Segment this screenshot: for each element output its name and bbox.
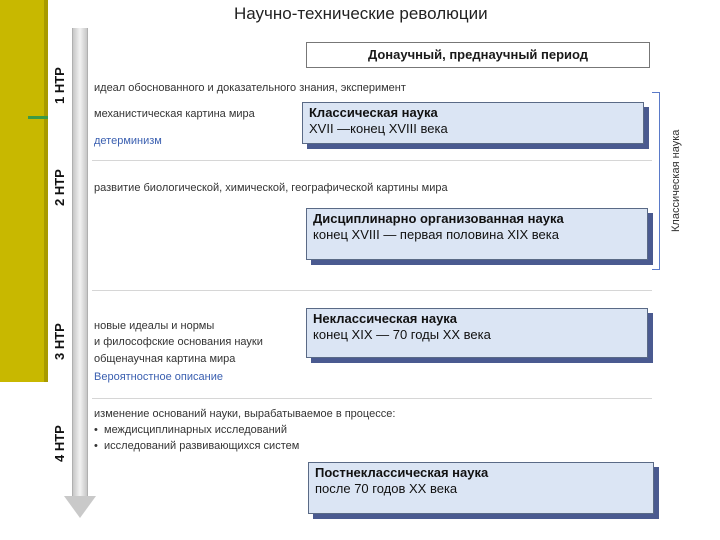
- bullet-dot: •: [94, 424, 98, 436]
- ntr-label-1: 1 НТР: [52, 67, 67, 104]
- section3-highlight: Вероятностное описание: [94, 371, 223, 383]
- timeline-arrow-shaft: [72, 28, 88, 496]
- page-title: Научно-технические революции: [234, 4, 488, 23]
- era-box-postnonclassical: [308, 462, 654, 514]
- classical-science-bracket-label: Классическая наука: [670, 129, 682, 232]
- ntr-label-2: 2 НТР: [52, 169, 67, 206]
- section4-bullet-2: [94, 440, 299, 452]
- ntr-label-4: 4 НТР: [52, 425, 67, 462]
- timeline-arrow-head: [64, 496, 96, 518]
- separator-2: [92, 290, 652, 291]
- section1-line-1: идеал обоснованного и доказательного знания, эксперимент: [94, 82, 406, 94]
- section4-bullet-1: [94, 424, 287, 436]
- era-box-subtitle: конец XIX — 70 годы XX века: [313, 327, 491, 342]
- separator-1: [92, 160, 652, 161]
- era-box-title: Классическая наука: [309, 105, 438, 120]
- accent-tick: [28, 116, 48, 119]
- section4-bullet-2-text: исследований развивающихся систем: [104, 440, 300, 452]
- section4-intro: изменение оснований науки, вырабатываемое в процессе:: [94, 408, 396, 420]
- section2-line-1: развитие биологической, химической, географической картины мира: [94, 182, 448, 194]
- section4-bullet-1-text: междисциплинарных исследований: [104, 424, 287, 436]
- era-box-title: Неклассическая наука: [313, 311, 458, 326]
- era-box-nonclassical: [306, 308, 648, 358]
- classical-science-bracket: [652, 92, 660, 270]
- section1-line-2: механистическая картина мира: [94, 108, 255, 120]
- prescientific-period-box: Донаучный, преднаучный период: [306, 42, 650, 68]
- ntr-label-3: 3 НТР: [52, 323, 67, 360]
- section1-highlight: детерминизм: [94, 135, 162, 147]
- era-box-subtitle: конец XVIII — первая половина XIX века: [313, 227, 559, 242]
- era-box-subtitle: после 70 годов XX века: [315, 481, 458, 496]
- era-box-classical: [302, 102, 644, 144]
- era-box-subtitle: XVII —конец XVIII века: [309, 121, 448, 136]
- section3-line-1: новые идеалы и нормы: [94, 320, 215, 332]
- era-box-title: Постнеклассическая наука: [315, 465, 489, 480]
- era-box-disciplinary: [306, 208, 648, 260]
- section3-line-3: общенаучная картина мира: [94, 353, 236, 365]
- era-box-title: Дисциплинарно организованная наука: [313, 211, 564, 226]
- left-accent-bar: [0, 0, 48, 382]
- left-accent-bar-edge: [44, 0, 48, 382]
- bullet-dot: •: [94, 440, 98, 452]
- separator-3: [92, 398, 652, 399]
- section3-line-2: и философские основания науки: [94, 336, 263, 348]
